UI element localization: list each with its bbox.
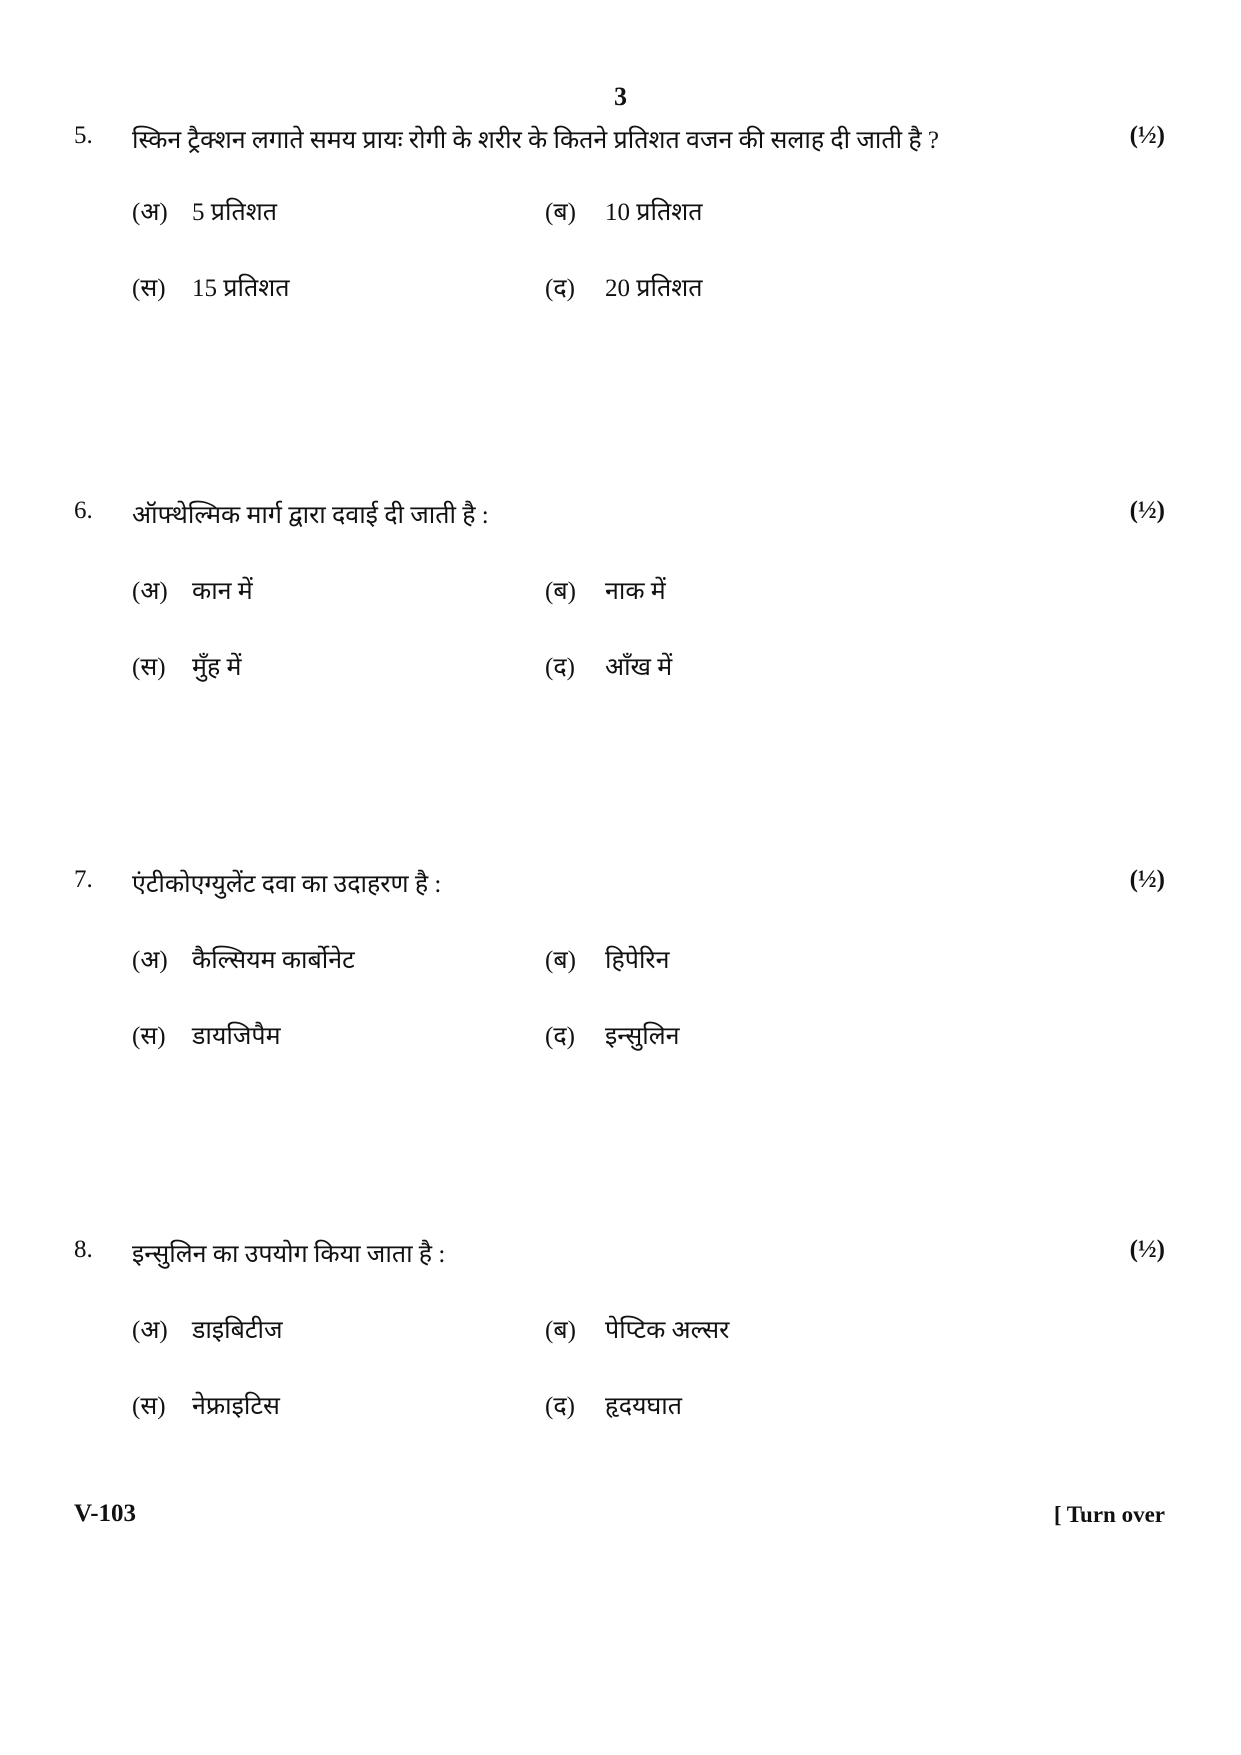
option-a [132, 1312, 283, 1346]
option-text: कान में [192, 578, 253, 605]
option-label: (ब) [545, 578, 576, 605]
option-text: 5 प्रतिशत [192, 199, 277, 226]
question-8 [0, 1236, 1241, 1476]
option-label: (द) [545, 275, 575, 302]
option-label: (ब) [545, 947, 576, 974]
page-number: 3 [614, 82, 627, 111]
question-text: एंटीकोएग्युलेंट दवा का उदाहरण है : [132, 871, 442, 898]
question-5 [0, 122, 1241, 362]
question-number: 7. [74, 866, 93, 893]
option-a [132, 573, 253, 607]
option-label: (स) [132, 275, 166, 302]
option-text: पेप्टिक अल्सर [605, 1317, 730, 1344]
question-number: 5. [74, 122, 93, 149]
option-text: नेफ्राइटिस [192, 1393, 280, 1420]
option-label: (अ) [132, 578, 168, 605]
option-label: (ब) [545, 1317, 576, 1344]
option-c [132, 649, 241, 683]
option-text: आँख में [605, 654, 673, 681]
option-label: (द) [545, 1393, 575, 1420]
option-label: (स) [132, 1023, 166, 1050]
option-label: (स) [132, 1393, 166, 1420]
option-label: (द) [545, 654, 575, 681]
option-d [545, 649, 672, 683]
option-label: (अ) [132, 1317, 168, 1344]
question-number: 8. [74, 1236, 93, 1263]
option-text: 15 प्रतिशत [192, 275, 290, 302]
question-6 [0, 497, 1241, 737]
question-number: 6. [74, 497, 93, 524]
option-a [132, 194, 277, 228]
option-a [132, 942, 355, 976]
option-label: (अ) [132, 947, 168, 974]
option-text: 20 प्रतिशत [605, 275, 703, 302]
question-marks: (½) [1129, 122, 1165, 149]
option-b [545, 194, 702, 228]
option-text: डायजिपैम [192, 1023, 281, 1050]
option-label: (स) [132, 654, 166, 681]
paper-code: V-103 [74, 1500, 137, 1527]
option-label: (ब) [545, 199, 576, 226]
question-7 [0, 866, 1241, 1106]
question-marks: (½) [1129, 497, 1165, 524]
option-b [545, 573, 666, 607]
option-text: मुँह में [192, 654, 242, 681]
option-c [132, 1018, 281, 1052]
option-b [545, 1312, 729, 1346]
option-text: इन्सुलिन [605, 1023, 680, 1050]
turn-over-note: [ Turn over [1053, 1502, 1165, 1527]
option-d [545, 1388, 682, 1422]
option-c [132, 1388, 280, 1422]
option-label: (द) [545, 1023, 575, 1050]
option-text: 10 प्रतिशत [605, 199, 703, 226]
option-text: हिपेरिन [605, 947, 670, 974]
option-label: (अ) [132, 199, 168, 226]
option-text: डाइबिटीज [192, 1317, 283, 1344]
option-d [545, 270, 702, 304]
option-b [545, 942, 670, 976]
option-d [545, 1018, 680, 1052]
question-marks: (½) [1129, 1236, 1165, 1263]
option-text: कैल्सियम कार्बोनेट [192, 947, 355, 974]
question-text: स्किन ट्रैक्शन लगाते समय प्रायः रोगी के शरीर के कितने प्रतिशत वजन की सलाह दी जाती है ? [132, 127, 939, 154]
question-marks: (½) [1129, 866, 1165, 893]
option-c [132, 270, 289, 304]
question-text: इन्सुलिन का उपयोग किया जाता है : [132, 1241, 446, 1268]
question-text: ऑफ्थेल्मिक मार्ग द्वारा दवाई दी जाती है : [132, 502, 489, 529]
option-text: हृदयघात [605, 1393, 683, 1420]
option-text: नाक में [605, 578, 666, 605]
